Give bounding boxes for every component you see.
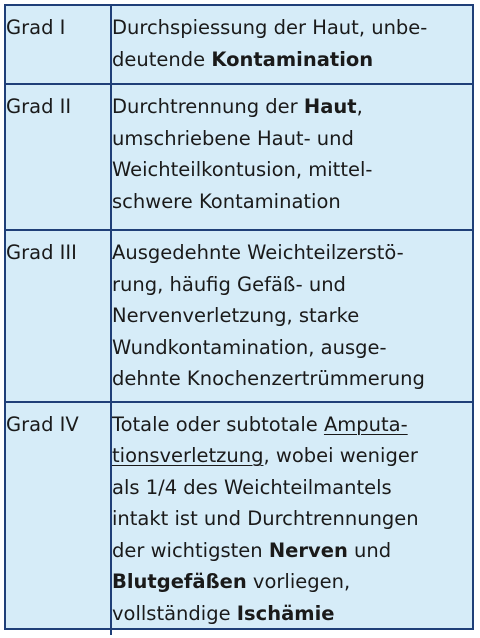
description-line: [112, 440, 472, 472]
table-row-grade-4: [6, 402, 472, 636]
description-line: [112, 12, 472, 44]
grade-label: Grad I: [6, 16, 66, 39]
table-row-grade-1: [6, 6, 472, 84]
description-text: Ausgedehnte Weichteilzerstö-: [112, 241, 404, 264]
description-line: [112, 123, 472, 155]
grade-description-cell: [111, 6, 472, 84]
classification-table-body: [6, 6, 472, 635]
description-text: umschriebene Haut- und: [112, 126, 354, 150]
description-text: vorliegen,: [246, 570, 351, 593]
bold-term: Nerven: [268, 538, 348, 562]
description-line: [112, 332, 472, 364]
description-text: ,: [356, 95, 363, 118]
description-text: der wichtigsten: [112, 538, 269, 562]
description-line: [112, 503, 472, 535]
description-text: , wobei weniger: [263, 444, 418, 467]
description-line: [112, 363, 472, 395]
grade-description-cell: [111, 84, 472, 230]
description-text: schwere Kontamination: [112, 189, 341, 213]
description-line: [112, 566, 472, 598]
description-text: dehnte Knochenzertrümmerung: [112, 367, 425, 390]
description-text: Weichteilkontusion, mittel-: [112, 158, 373, 181]
description-text: Nervenverletzung, starke: [112, 304, 360, 327]
grade-description-cell: [111, 402, 472, 636]
classification-table-frame: [4, 4, 474, 630]
grade-label-cell: [6, 6, 111, 84]
description-line: [112, 154, 472, 186]
description-text: vollständige: [112, 601, 237, 625]
table-row-grade-2: [6, 84, 472, 230]
description-line: [112, 269, 472, 301]
description-text: und: [347, 538, 392, 562]
bold-term: Ischämie: [236, 601, 335, 625]
grade-label-cell: [6, 84, 111, 230]
grade-label-cell: [6, 402, 111, 636]
grade-label-cell: [6, 230, 111, 402]
description-text: als 1/4 des Weichteilmantels: [112, 475, 392, 499]
description-line: [112, 598, 472, 630]
grade-label: Grad III: [6, 241, 77, 264]
description-line: [112, 186, 472, 218]
description-line: [112, 91, 472, 123]
bold-term: Haut: [303, 95, 357, 118]
bold-term: Kontamination: [211, 47, 374, 71]
description-text: Wundkontamination, ausge-: [112, 335, 387, 359]
description-text: deutende: [112, 47, 212, 71]
description-text: rung, häufig Gefäß- und: [112, 272, 346, 296]
description-text: Durchtrennung der: [112, 95, 304, 118]
description-line: [112, 44, 472, 76]
description-line: [112, 535, 472, 567]
grade-label: Grad II: [6, 95, 72, 118]
description-line: [112, 237, 472, 269]
description-line: [112, 409, 472, 441]
description-line: [112, 300, 472, 332]
description-text: Durchspiessung der Haut, unbe-: [112, 16, 428, 39]
classification-table: [6, 6, 472, 635]
underlined-term: Amputa-: [323, 412, 408, 436]
bold-term: Blutgefäßen: [112, 570, 247, 593]
table-row-grade-3: [6, 230, 472, 402]
underlined-term: tionsverletzung: [112, 444, 264, 467]
description-line: [112, 472, 472, 504]
description-text: Totale oder subtotale: [112, 412, 324, 436]
grade-label: Grad IV: [6, 412, 79, 436]
grade-description-cell: [111, 230, 472, 402]
description-text: intakt ist und Durchtrennungen: [112, 507, 419, 530]
